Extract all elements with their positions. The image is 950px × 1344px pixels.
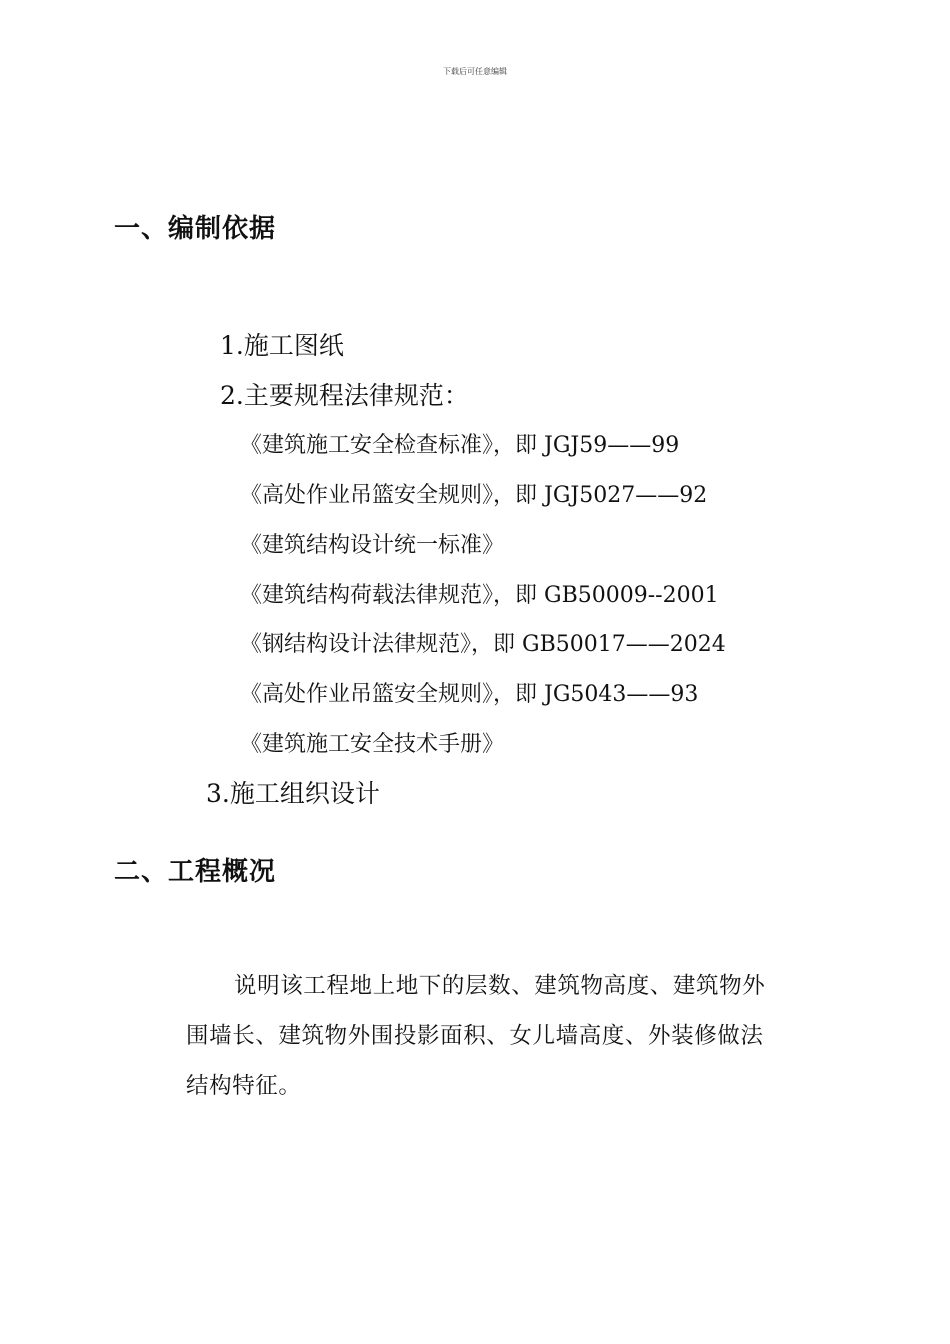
reference-item: 《建筑结构荷载法律规范》，即 GB50009--2001 [240,583,719,608]
section-title-basis: 一、编制依据 [114,214,277,244]
section-title-overview: 二、工程概况 [114,857,277,887]
list-item-regulations: 2.主要规程法律规范： [220,381,469,410]
reference-item: 《高处作业吊篮安全规则》，即 JGJ5027——92 [240,483,708,508]
header-note: 下载后可任意编辑 [443,67,507,76]
paragraph-line: 围墙长、建筑物外围投影面积、女儿墙高度、外装修做法 [186,1023,764,1049]
reference-item: 《钢结构设计法律规范》，即 GB50017——2024 [240,632,726,657]
reference-item: 《建筑施工安全检查标准》，即 JGJ59——99 [240,433,680,458]
reference-item: 《建筑施工安全技术手册》 [240,732,505,757]
reference-item: 《建筑结构设计统一标准》 [240,533,505,558]
paragraph-line: 说明该工程地上地下的层数、建筑物高度、建筑物外 [234,973,766,999]
list-item-drawings: 1.施工图纸 [220,331,344,360]
reference-item: 《高处作业吊篮安全规则》，即 JG5043——93 [240,682,699,707]
paragraph-line: 结构特征。 [186,1073,302,1099]
list-item-construction-design: 3.施工组织设计 [206,779,380,808]
